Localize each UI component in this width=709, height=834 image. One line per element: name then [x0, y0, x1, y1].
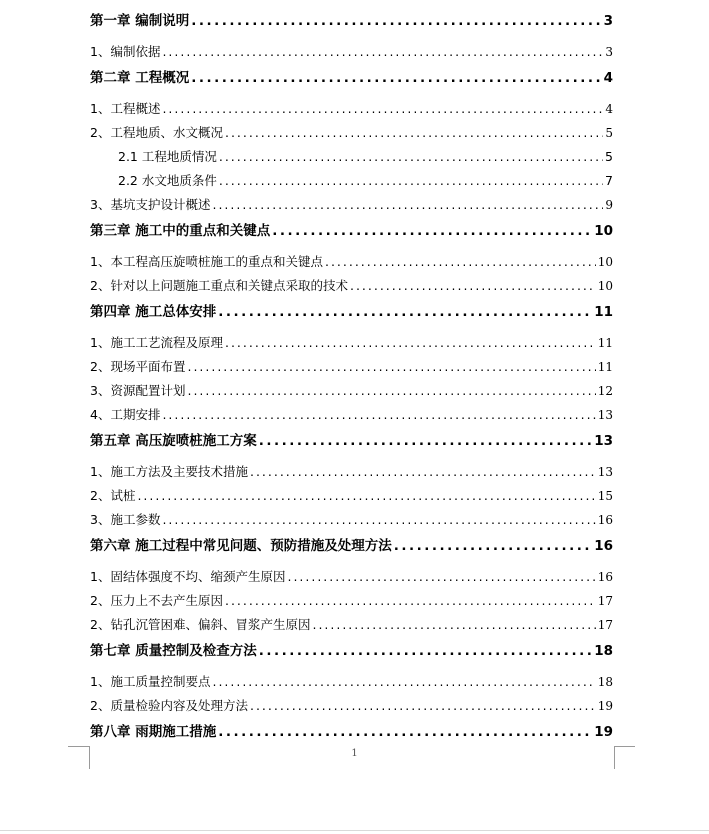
toc-leader-dots	[225, 124, 603, 142]
toc-entry-title: 1、编制依据	[90, 44, 161, 59]
toc-leader-dots	[137, 487, 595, 505]
toc-entry-title: 2、现场平面布置	[90, 359, 186, 374]
toc-entry-page: 18	[597, 675, 613, 689]
toc-entry-page: 11	[597, 360, 613, 374]
toc-entry-sub[interactable]	[90, 148, 613, 166]
toc-entry-title: 3、施工参数	[90, 512, 161, 527]
toc-leader-dots	[250, 463, 596, 481]
toc-leader-dots	[218, 723, 592, 741]
toc-entry-title: 第三章 施工中的重点和关键点	[90, 223, 271, 239]
toc-entry-section[interactable]	[90, 697, 613, 715]
toc-entry-section[interactable]	[90, 511, 613, 529]
toc-leader-dots	[272, 222, 592, 240]
toc-entry-title: 4、工期安排	[90, 407, 161, 422]
toc-leader-dots	[191, 69, 601, 87]
toc-entry-chapter[interactable]	[90, 537, 613, 555]
toc-entry-page: 10	[597, 255, 613, 269]
toc-leader-dots	[259, 432, 593, 450]
toc-entry-page: 13	[597, 408, 613, 422]
toc-entry-page: 17	[597, 618, 613, 632]
toc-entry-chapter[interactable]	[90, 12, 613, 30]
toc-entry-section[interactable]	[90, 592, 613, 610]
toc-entry-page: 19	[597, 699, 613, 713]
toc-entry-title: 2.1 工程地质情况	[118, 149, 217, 164]
toc-leader-dots	[162, 100, 603, 118]
toc-entry-section[interactable]	[90, 616, 613, 634]
toc-entry-page: 15	[597, 489, 613, 503]
toc-leader-dots	[187, 382, 595, 400]
toc-entry-page: 5	[605, 149, 613, 164]
toc-leader-dots	[225, 334, 596, 352]
toc-entry-page: 16	[597, 513, 613, 527]
toc-entry-page: 16	[594, 538, 613, 554]
toc-entry-page: 10	[594, 223, 613, 239]
toc-entry-page: 3	[605, 45, 613, 59]
toc-entry-sub[interactable]	[90, 172, 613, 190]
toc-leader-dots	[250, 697, 596, 715]
toc-entry-page: 18	[594, 643, 613, 659]
toc-entry-page: 4	[605, 102, 613, 116]
toc-leader-dots	[212, 196, 603, 214]
toc-entry-page: 5	[605, 126, 613, 140]
toc-entry-page: 10	[597, 279, 613, 293]
toc-entry-page: 4	[603, 70, 613, 86]
toc-leader-dots	[218, 303, 592, 321]
toc-leader-dots	[325, 253, 596, 271]
toc-entry-page: 3	[603, 13, 613, 29]
toc-entry-page: 7	[605, 173, 613, 188]
toc-entry-page: 12	[597, 384, 613, 398]
toc-entry-title: 1、本工程高压旋喷桩施工的重点和关键点	[90, 254, 323, 269]
toc-entry-title: 2、压力上不去产生原因	[90, 593, 223, 608]
toc-entry-section[interactable]	[90, 673, 613, 691]
toc-entry-section[interactable]	[90, 196, 613, 214]
toc-entry-page: 16	[597, 570, 613, 584]
toc-entry-title: 第七章 质量控制及检查方法	[90, 643, 257, 659]
page-bottom-edge	[0, 830, 709, 831]
toc-entry-section[interactable]	[90, 277, 613, 295]
toc-entry-title: 2、试桩	[90, 488, 136, 503]
toc-entry-chapter[interactable]	[90, 432, 613, 450]
toc-entry-section[interactable]	[90, 100, 613, 118]
toc-entry-section[interactable]	[90, 358, 613, 376]
toc-entry-section[interactable]	[90, 568, 613, 586]
toc-entry-title: 1、施工工艺流程及原理	[90, 335, 223, 350]
toc-entry-section[interactable]	[90, 253, 613, 271]
toc-entry-title: 3、基坑支护设计概述	[90, 197, 211, 212]
toc-leader-dots	[394, 537, 593, 555]
toc-entry-title: 第四章 施工总体安排	[90, 304, 217, 320]
toc-entry-chapter[interactable]	[90, 642, 613, 660]
toc-entry-title: 1、施工质量控制要点	[90, 674, 211, 689]
toc-entry-title: 2、钻孔沉管困难、偏斜、冒浆产生原因	[90, 617, 311, 632]
toc-entry-section[interactable]	[90, 487, 613, 505]
toc-leader-dots	[225, 592, 596, 610]
toc-entry-page: 19	[594, 724, 613, 740]
toc-entry-title: 2.2 水文地质条件	[118, 173, 217, 188]
toc-entry-title: 1、施工方法及主要技术措施	[90, 464, 248, 479]
toc-entry-title: 3、资源配置计划	[90, 383, 186, 398]
toc-entry-section[interactable]	[90, 43, 613, 61]
toc-entry-title: 2、质量检验内容及处理方法	[90, 698, 248, 713]
toc-leader-dots	[287, 568, 595, 586]
toc-entry-page: 9	[605, 198, 613, 212]
toc-entry-chapter[interactable]	[90, 69, 613, 87]
toc-entry-section[interactable]	[90, 382, 613, 400]
toc-leader-dots	[219, 172, 603, 190]
toc-leader-dots	[259, 642, 593, 660]
toc-entry-page: 11	[594, 304, 613, 320]
toc-leader-dots	[191, 12, 601, 30]
toc-leader-dots	[162, 43, 603, 61]
toc-entry-title: 第八章 雨期施工措施	[90, 724, 217, 740]
toc-entry-section[interactable]	[90, 406, 613, 424]
toc-entry-title: 1、工程概述	[90, 101, 161, 116]
toc-leader-dots	[312, 616, 595, 634]
toc-entry-title: 第六章 施工过程中常见问题、预防措施及处理方法	[90, 538, 392, 554]
toc-entry-title: 第一章 编制说明	[90, 13, 190, 29]
toc-leader-dots	[212, 673, 595, 691]
toc-leader-dots	[350, 277, 596, 295]
toc-entry-section[interactable]	[90, 463, 613, 481]
toc-entry-title: 第二章 工程概况	[90, 70, 190, 86]
toc-entry-page: 13	[597, 465, 613, 479]
toc-leader-dots	[187, 358, 595, 376]
toc-leader-dots	[162, 511, 595, 529]
toc-entry-chapter[interactable]	[90, 723, 613, 741]
toc-entry-page: 13	[594, 433, 613, 449]
toc-entry-section[interactable]	[90, 124, 613, 142]
toc-leader-dots	[162, 406, 595, 424]
toc-entry-title: 第五章 高压旋喷桩施工方案	[90, 433, 257, 449]
toc-entry-chapter[interactable]	[90, 303, 613, 321]
toc-leader-dots	[219, 148, 603, 166]
toc-entry-chapter[interactable]	[90, 222, 613, 240]
toc-entry-page: 17	[597, 594, 613, 608]
toc-entry-title: 2、工程地质、水文概况	[90, 125, 223, 140]
toc-entry-title: 1、固结体强度不均、缩颈产生原因	[90, 569, 286, 584]
toc-entry-section[interactable]	[90, 334, 613, 352]
page-number: 1	[351, 748, 358, 759]
toc-entry-title: 2、针对以上问题施工重点和关键点采取的技术	[90, 278, 348, 293]
toc-entry-page: 11	[597, 336, 613, 350]
